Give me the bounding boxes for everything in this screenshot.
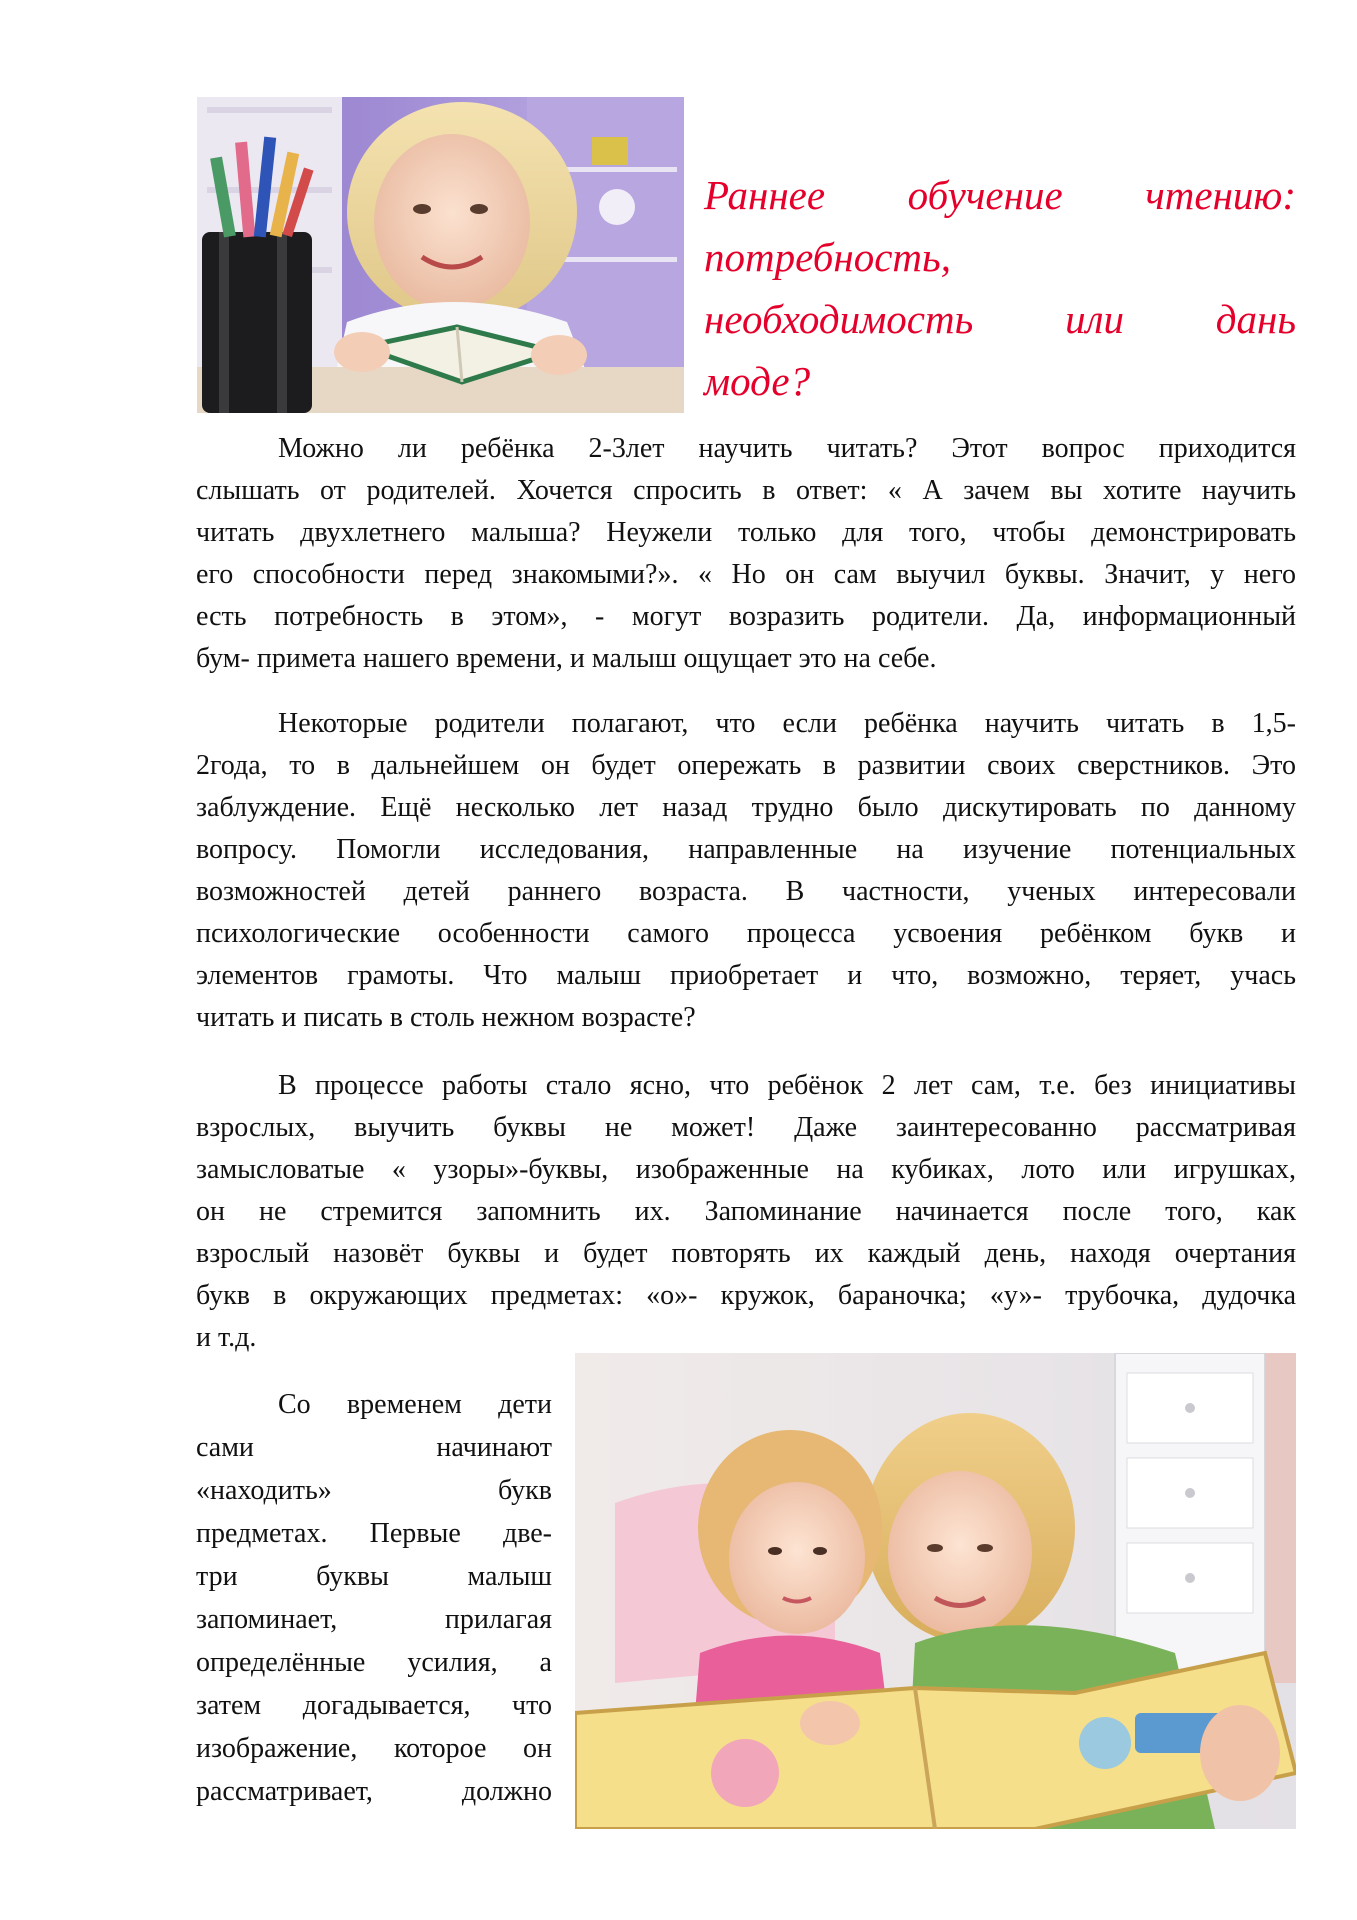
text-line: букв в окружающих предметах: «о»- кружок, бараночка; «у»- трубочка, дудочка — [196, 1280, 1296, 1311]
text-line: «находить» букв — [196, 1475, 552, 1506]
text-line: психологические особенности самого процесса усвоения ребёнком букв и — [196, 918, 1296, 949]
text-line: и т.д. — [196, 1322, 257, 1353]
text-line: затем догадывается, что — [196, 1690, 552, 1721]
text-line: взрослых, выучить буквы не может! Даже заинтересованно рассматривая — [196, 1112, 1296, 1143]
text-line: Некоторые родители полагают, что если ребёнка научить читать в 1,5- — [278, 708, 1296, 739]
paragraph-4 — [196, 1383, 552, 1813]
text-line: бум- примета нашего времени, и малыш ощущает это на себе. — [196, 643, 937, 674]
title-line: необходимость или дань — [704, 296, 1296, 342]
text-line: вопросу. Помогли исследования, направленные на изучение потенциальных — [196, 834, 1296, 865]
girl-reading-book-photo — [197, 97, 684, 413]
text-line: есть потребность в этом», - могут возразить родители. Да, информационный — [196, 601, 1296, 632]
text-line: элементов грамоты. Что малыш приобретает и что, возможно, теряет, учась — [196, 960, 1296, 991]
text-line: слышать от родителей. Хочется спросить в ответ: « А зачем вы хотите научить — [196, 475, 1296, 506]
text-line: его способности перед знакомыми?». « Но он сам выучил буквы. Значит, у него — [196, 559, 1296, 590]
text-line: читать двухлетнего малыша? Неужели только для того, чтобы демонстрировать — [196, 517, 1296, 548]
article-title — [704, 164, 1296, 412]
title-line: Раннее обучение чтению: — [704, 172, 1296, 218]
text-line: определённые усилия, а — [196, 1647, 552, 1678]
title-line: моде? — [704, 358, 811, 404]
text-line: замысловатые « узоры»-буквы, изображенные на кубиках, лото или игрушках, — [196, 1154, 1296, 1185]
text-line: рассматривает, должно — [196, 1776, 552, 1807]
title-line: потребность, — [704, 234, 951, 280]
text-line: взрослый назовёт буквы и будет повторять их каждый день, находя очертания — [196, 1238, 1296, 1269]
text-line: заблуждение. Ещё несколько лет назад трудно было дискутировать по данному — [196, 792, 1296, 823]
text-line: В процессе работы стало ясно, что ребёнок 2 лет сам, т.е. без инициативы — [278, 1070, 1296, 1101]
paragraph-3 — [196, 1065, 1296, 1359]
text-line: три буквы малыш — [196, 1561, 552, 1592]
text-line: 2года, то в дальнейшем он будет опережать в развитии своих сверстников. Это — [196, 750, 1296, 781]
paragraph-1 — [196, 428, 1296, 680]
text-line: сами начинают — [196, 1432, 552, 1463]
text-line: возможностей детей раннего возраста. В частности, ученых интересовали — [196, 876, 1296, 907]
paragraph-2 — [196, 703, 1296, 1039]
text-line: предметах. Первые две- — [196, 1518, 552, 1549]
text-line: запоминает, прилагая — [196, 1604, 552, 1635]
text-line: изображение, которое он — [196, 1733, 552, 1764]
text-line: Можно ли ребёнка 2-3лет научить читать? Этот вопрос приходится — [278, 433, 1296, 464]
text-line: он не стремится запомнить их. Запоминание начинается после того, как — [196, 1196, 1296, 1227]
mother-and-child-reading-photo — [575, 1353, 1296, 1829]
text-line: читать и писать в столь нежном возрасте? — [196, 1002, 696, 1033]
text-line: Со временем дети — [278, 1389, 552, 1420]
